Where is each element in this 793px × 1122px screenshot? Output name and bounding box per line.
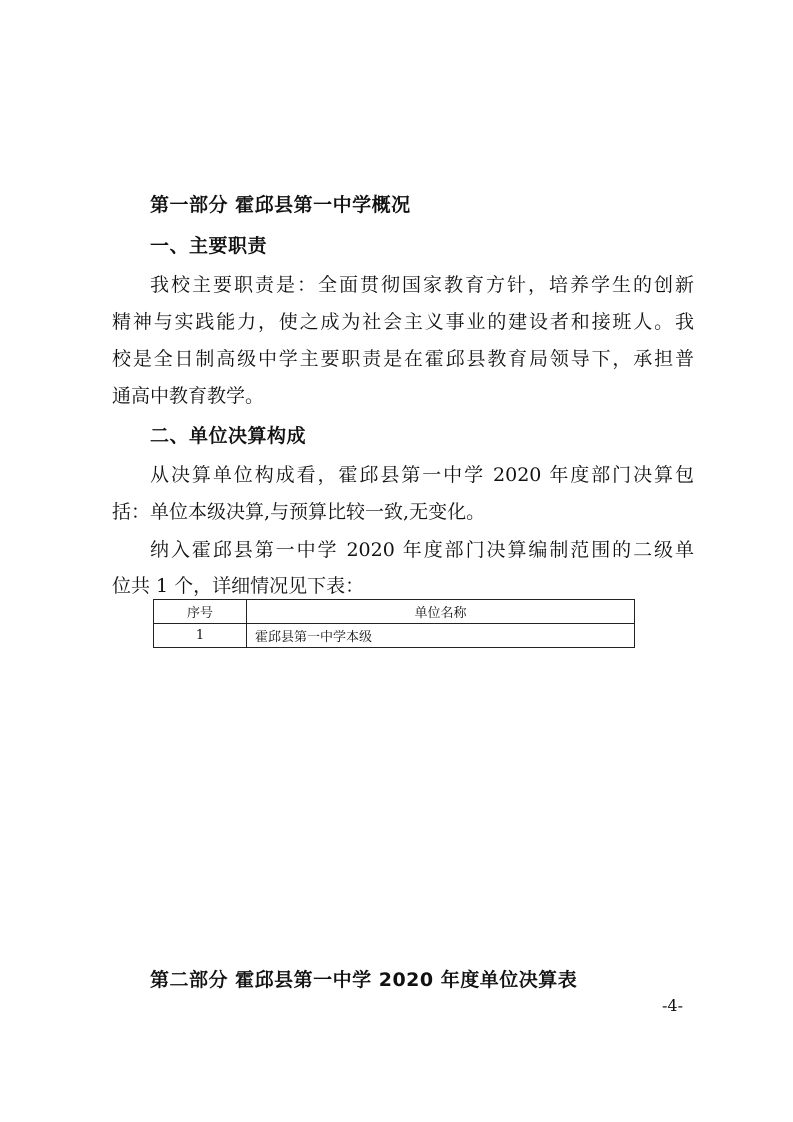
paragraph-line: 纳入霍邱县第一中学 2020 年度部门决算编制范围的二级单 (150, 539, 694, 561)
table-row (154, 624, 635, 648)
section2-heading: 二、单位决算构成 (150, 425, 307, 447)
paragraph-line: 我校主要职责是：全面贯彻国家教育方针，培养学生的创新 (150, 274, 694, 296)
paragraph-line: 精神与实践能力，使之成为社会主义事业的建设者和接班人。我 (112, 311, 694, 333)
paragraph-line: 校是全日制高级中学主要职责是在霍邱县教育局领导下，承担普 (112, 348, 694, 370)
cell-unit-name: 霍邱县第一中学本级 (247, 624, 635, 648)
cell-serial: 1 (154, 624, 247, 648)
section1-heading: 一、主要职责 (150, 235, 268, 257)
paragraph-line: 从决算单位构成看，霍邱县第一中学 2020 年度部门决算包 (150, 464, 694, 486)
table-header-row (154, 600, 635, 624)
paragraph-line: 括：单位本级决算,与预算比较一致,无变化。 (112, 501, 486, 523)
part2-title: 第二部分 霍邱县第一中学 2020 年度单位决算表 (150, 969, 578, 991)
page-number: -4- (662, 996, 683, 1015)
part1-title: 第一部分 霍邱县第一中学概况 (150, 194, 411, 216)
column-header-unit-name: 单位名称 (247, 600, 635, 624)
unit-table (153, 599, 635, 648)
paragraph-line: 位共 1 个，详细情况见下表： (112, 575, 365, 597)
paragraph-line: 通高中教育教学。 (112, 385, 265, 407)
column-header-serial: 序号 (154, 600, 247, 624)
